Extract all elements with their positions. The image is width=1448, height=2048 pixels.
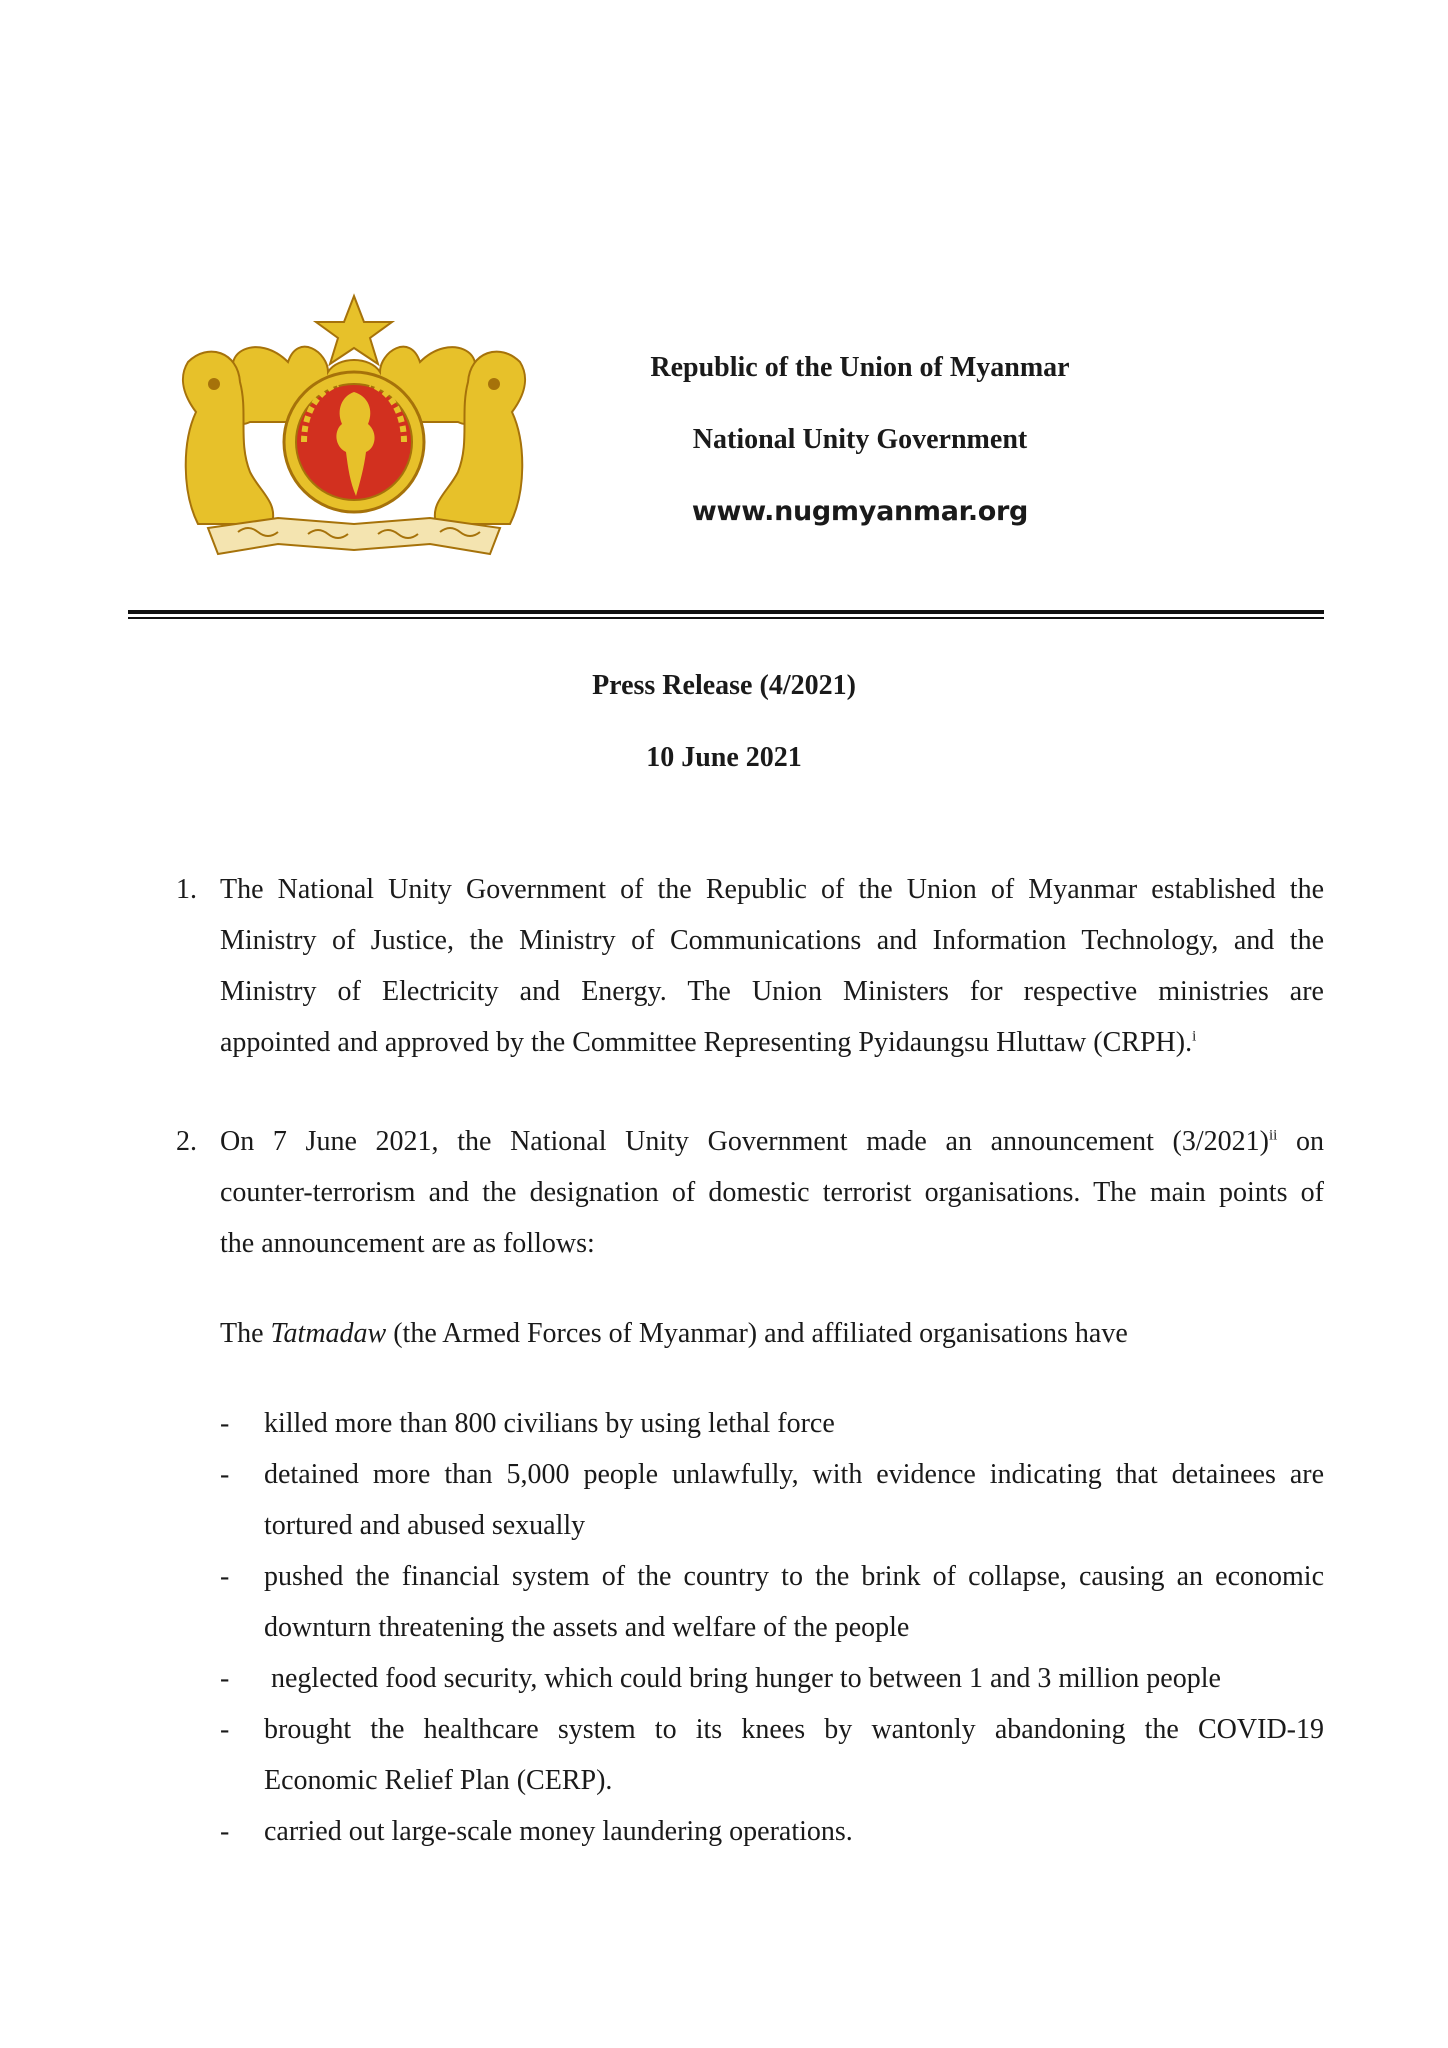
paragraph-line: Ministry of Justice, the Ministry of Communications and Information Technology, and the: [220, 925, 1324, 956]
paragraph-2: [176, 1116, 1324, 1269]
list-item: [220, 1551, 1324, 1653]
press-release-date: 10 June 2021: [646, 742, 802, 773]
bullet-dash: -: [220, 1408, 230, 1439]
intro-text: The: [220, 1318, 271, 1349]
intro-text: (the Armed Forces of Myanmar) and affiliated organisations have: [386, 1318, 1128, 1349]
government-name: National Unity Government: [692, 424, 1028, 455]
paragraph-line: Ministry of Electricity and Energy. The Union Ministers for respective ministries are: [220, 976, 1324, 1007]
paragraph-line: [220, 1017, 1324, 1068]
paragraph-line: the announcement are as follows:: [220, 1228, 595, 1259]
paragraph-line-text: appointed and approved by the Committee Representing Pyidaungsu Hluttaw (CRPH).: [220, 1027, 1193, 1058]
paragraph-line: counter-terrorism and the designation of domestic terrorist organisations. The main points of: [220, 1177, 1324, 1208]
bullet-line: carried out large-scale money laundering operations.: [264, 1816, 853, 1847]
bullet-dash: -: [220, 1714, 230, 1745]
list-item: [220, 1449, 1324, 1551]
paragraph-line-text: On 7 June 2021, the National Unity Government made an announcement (3/2021): [220, 1126, 1269, 1157]
footnote-marker[interactable]: ii: [1268, 1127, 1278, 1144]
paragraph-number: 2.: [176, 1126, 197, 1157]
list-item: [220, 1704, 1324, 1806]
bullet-list: [220, 1398, 1324, 1857]
bullet-dash: -: [220, 1459, 230, 1490]
paragraph-line: [220, 1116, 1324, 1167]
paragraph-line: [220, 1308, 1324, 1359]
bullet-line: killed more than 800 civilians by using lethal force: [264, 1408, 835, 1439]
paragraph-line-text: on: [1277, 1126, 1324, 1157]
bullet-dash: -: [220, 1816, 230, 1847]
bullet-line: tortured and abused sexually: [264, 1510, 586, 1541]
list-item: [220, 1653, 1324, 1704]
country-name: Republic of the Union of Myanmar: [650, 352, 1070, 383]
myanmar-state-seal-icon: [178, 292, 530, 576]
footnote-marker[interactable]: i: [1192, 1028, 1197, 1045]
paragraph-1: [176, 864, 1324, 1068]
list-item: [220, 1806, 1324, 1857]
press-release-title: Press Release (4/2021): [592, 670, 856, 701]
paragraph-line: The National Unity Government of the Republic of the Union of Myanmar established the: [220, 874, 1324, 905]
bullet-line: brought the healthcare system to its knees by wantonly abandoning the COVID-19: [264, 1714, 1324, 1745]
header-divider-thin: [128, 617, 1324, 619]
website-link[interactable]: www.nugmyanmar.org: [691, 496, 1029, 527]
bullet-line: pushed the financial system of the country to the brink of collapse, causing an economic: [264, 1561, 1324, 1592]
bullet-dash: -: [220, 1663, 230, 1694]
bullet-line: detained more than 5,000 people unlawfully, with evidence indicating that detainees are: [264, 1459, 1324, 1490]
list-intro: [220, 1308, 1324, 1359]
intro-italic-term: Tatmadaw: [270, 1318, 387, 1349]
bullet-line: Economic Relief Plan (CERP).: [264, 1765, 613, 1796]
bullet-line: downturn threatening the assets and welfare of the people: [264, 1612, 910, 1643]
bullet-dash: -: [220, 1561, 230, 1592]
bullet-line: neglected food security, which could bring hunger to between 1 and 3 million people: [264, 1663, 1221, 1694]
list-item: [220, 1398, 1324, 1449]
paragraph-number: 1.: [176, 874, 197, 905]
header-divider-thick: [128, 610, 1324, 614]
